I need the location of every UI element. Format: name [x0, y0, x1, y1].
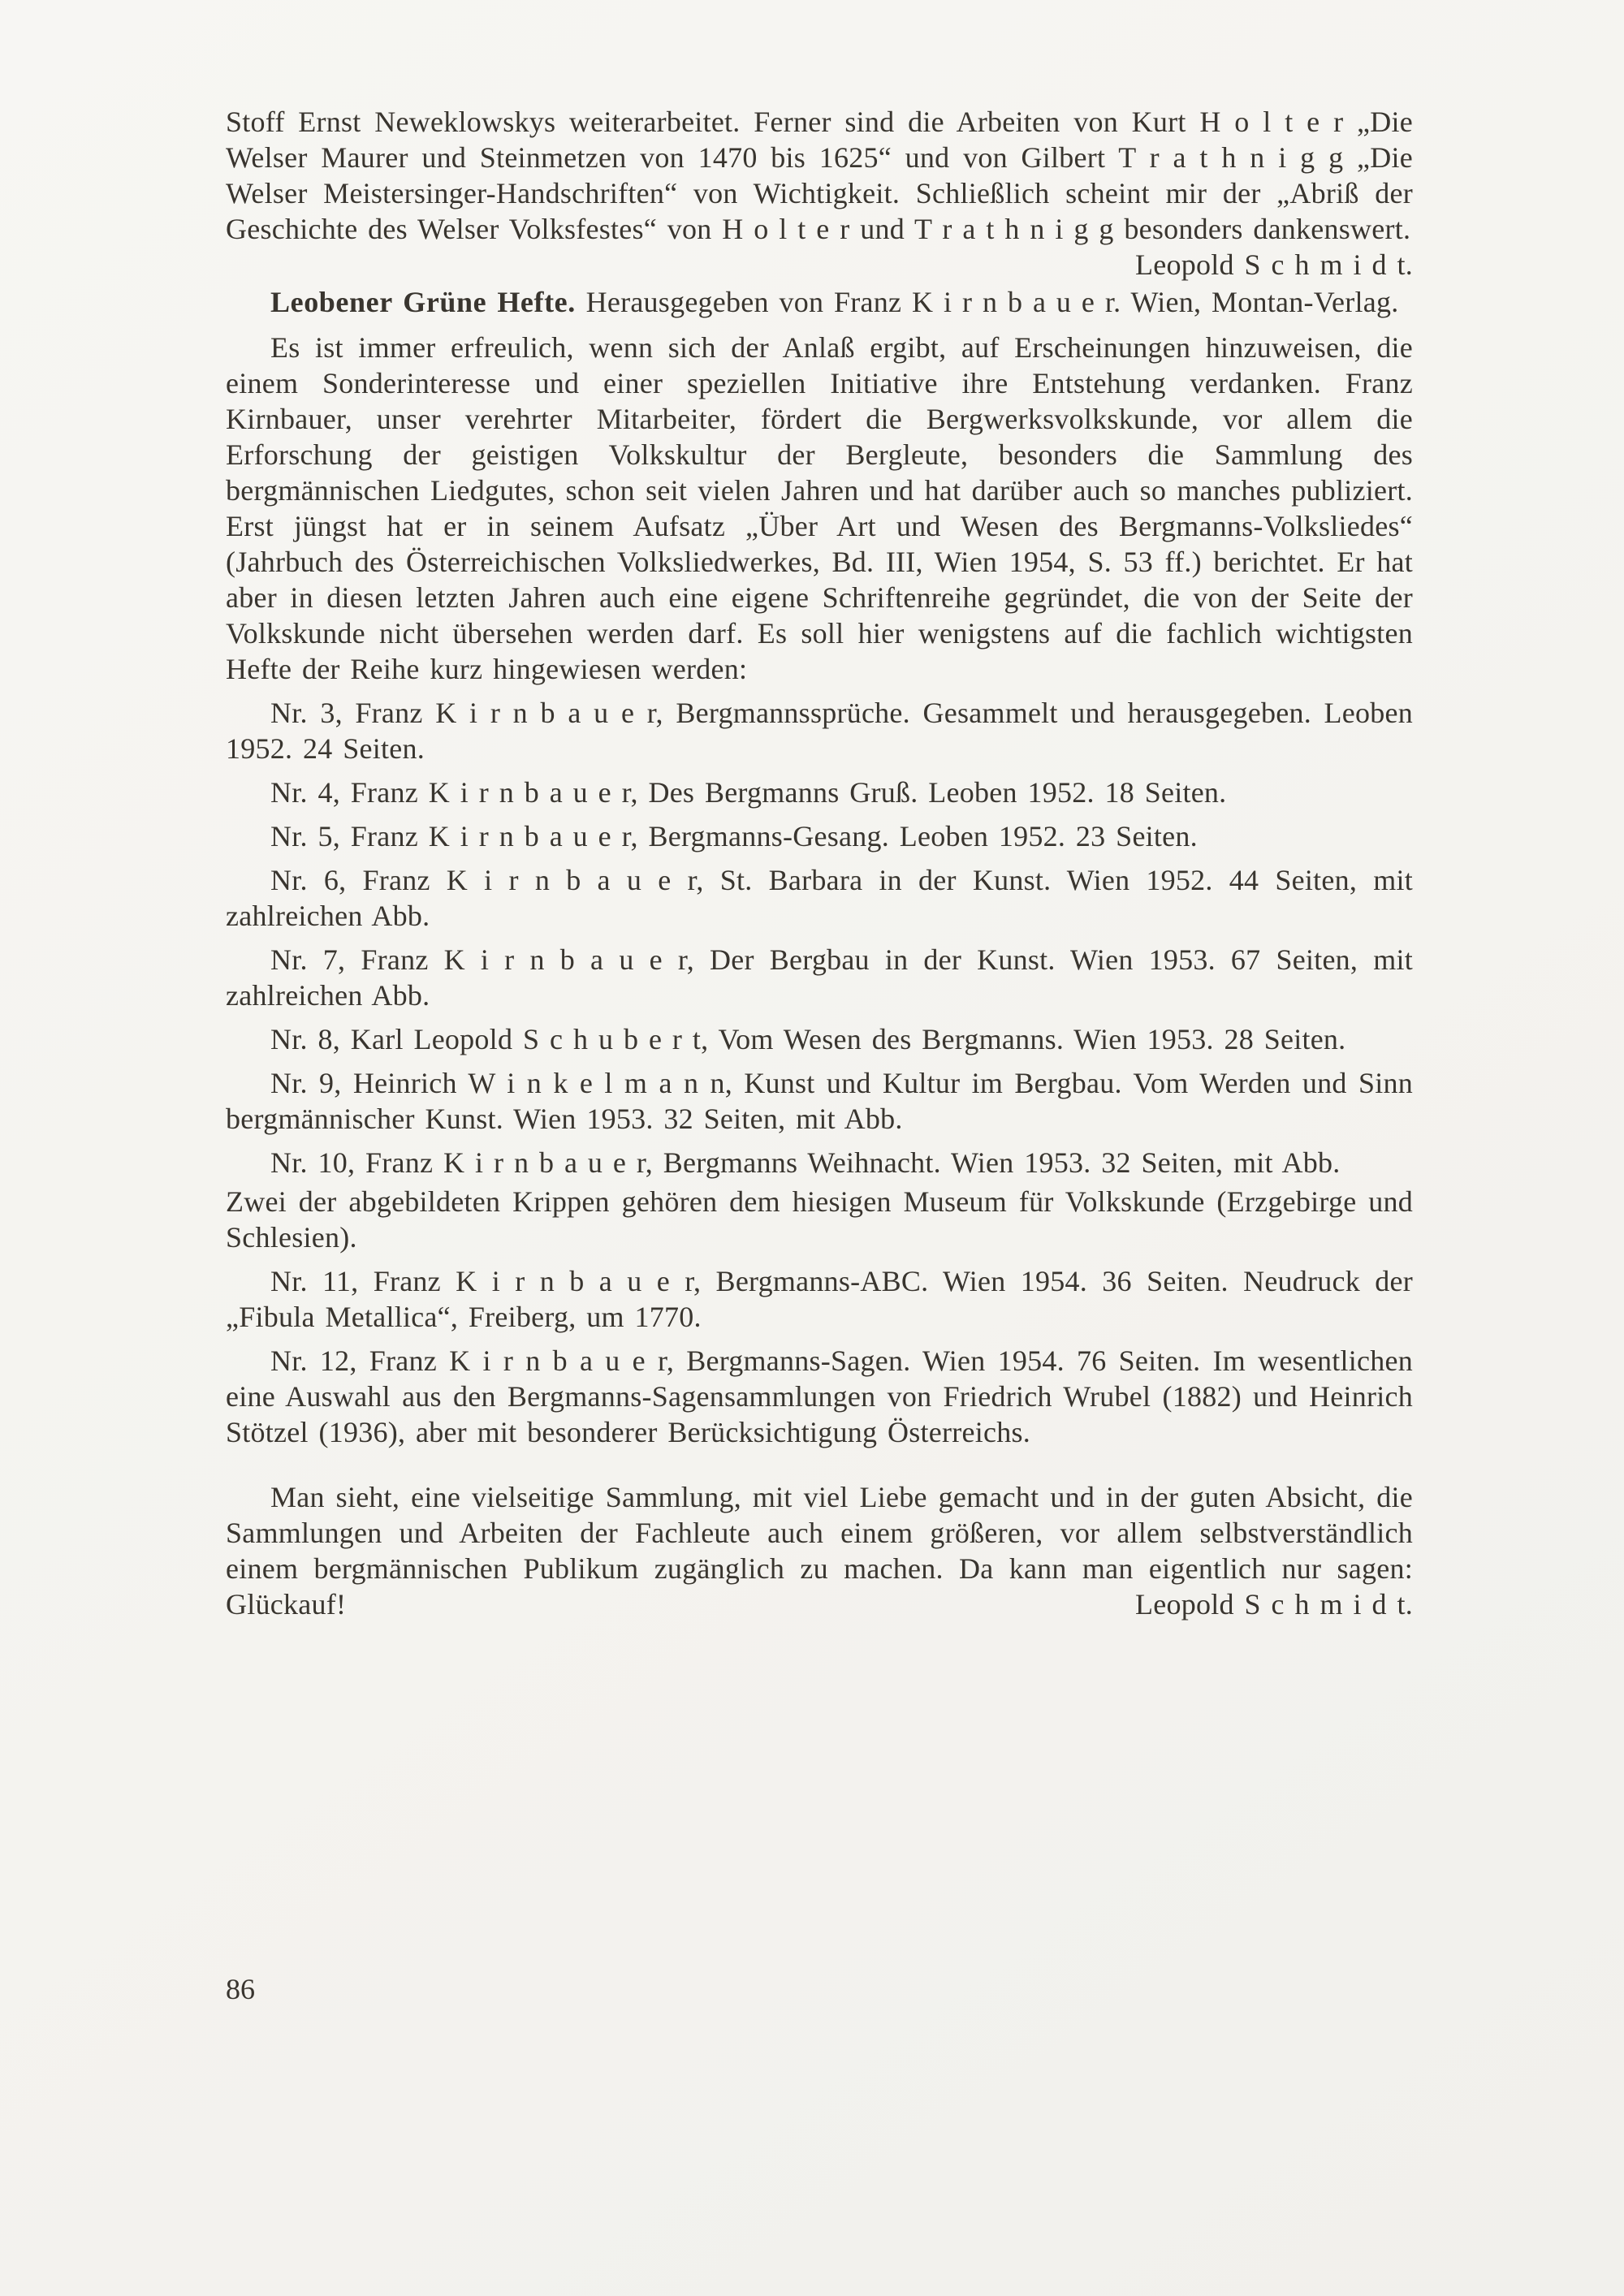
paragraph-text: Stoff Ernst Neweklowskys weiterarbeitet. Ferner sind die Arbeiten von Kurt H o l t e r „Die Welser Maurer und Steinmetzen von 1470 bis 1625“ und von Gilbert T r a t h n i g g „Die Welser Meistersinger-Handschriften“ von Wichtigkeit. Schließlich scheint mir der „Abriß der Geschichte des Welser Volksfestes“ von H o l t e r und T r a t h n i g g besonders dankenswert.: [226, 106, 1413, 245]
paragraph-text: Nr. 11, Franz K i r n b a u e r, Bergmanns-ABC. Wien 1954. 36 Seiten. Neudruck der „Fibula Metallica“, Freiberg, um 1770.: [226, 1265, 1413, 1333]
paragraph-lead: Leobener Grüne Hefte.: [270, 286, 576, 318]
paragraph-text: Man sieht, eine vielseitige Sammlung, mit viel Liebe gemacht und in der guten Absicht, die Sammlungen und Arbeiten der Fachleute auch einem größeren, vor allem selbstverständlich einem bergmännischen Publikum zugänglich zu machen. Da kann man eigentlich nur sagen: Glückauf!: [226, 1481, 1413, 1621]
paragraph-text: Nr. 12, Franz K i r n b a u e r, Bergmanns-Sagen. Wien 1954. 76 Seiten. Im wesentlichen eine Auswahl aus den Bergmanns-Sagensammlungen von Friedrich Wrubel (1882) und Heinrich Stötzel (1936), aber mit besonderer Berücksichtigung Österreichs.: [226, 1344, 1413, 1448]
paragraph-text: Nr. 7, Franz K i r n b a u e r, Der Bergbau in der Kunst. Wien 1953. 67 Seiten, mit zahlreichen Abb.: [226, 943, 1413, 1012]
paragraph-item: [226, 775, 1413, 810]
paragraph-item: [226, 1145, 1413, 1180]
paragraph-text: Nr. 6, Franz K i r n b a u e r, St. Barbara in der Kunst. Wien 1952. 44 Seiten, mit zahlreichen Abb.: [226, 864, 1413, 932]
page-number: 86: [226, 1973, 255, 2005]
paragraph-text: Nr. 4, Franz K i r n b a u e r, Des Bergmanns Gruß. Leoben 1952. 18 Seiten.: [270, 776, 1227, 809]
paragraph-text: Nr. 10, Franz K i r n b a u e r, Bergmanns Weihnacht. Wien 1953. 32 Seiten, mit Abb.: [270, 1146, 1341, 1179]
paragraph-text: Nr. 3, Franz K i r n b a u e r, Bergmannssprüche. Gesammelt und herausgegeben. Leoben 1952. 24 Seiten.: [226, 697, 1413, 765]
paragraph-text: Herausgegeben von Franz K i r n b a u e r. Wien, Montan-Verlag.: [585, 286, 1399, 318]
signature: Leopold S c h m i d t.: [1135, 1588, 1413, 1621]
text-block: [226, 104, 1413, 1622]
paragraph-item: [226, 862, 1413, 934]
paragraph-closing: [226, 1479, 1413, 1622]
paragraph-item: [226, 1021, 1413, 1057]
paragraph-text: Nr. 9, Heinrich W i n k e l m a n n, Kunst und Kultur im Bergbau. Vom Werden und Sinn bergmännischer Kunst. Wien 1953. 32 Seiten, mit Abb.: [226, 1067, 1413, 1135]
paragraph-text: Nr. 5, Franz K i r n b a u e r, Bergmanns-Gesang. Leoben 1952. 23 Seiten.: [270, 820, 1198, 852]
paragraph-item: [226, 695, 1413, 766]
paragraph-heading: [226, 284, 1413, 320]
paragraph-continuation: [226, 104, 1413, 281]
paragraph-body: [226, 330, 1413, 687]
paragraph-text: Zwei der abgebildeten Krippen gehören dem hiesigen Museum für Volkskunde (Erzgebirge und Schlesien).: [226, 1185, 1413, 1254]
paragraph-text: Es ist immer erfreulich, wenn sich der Anlaß ergibt, auf Erscheinungen hinzuweisen, die einem Sonderinteresse und einer speziellen Initiative ihre Entstehung verdanken. Franz Kirnbauer, unser verehrter Mitarbeiter, fördert die Bergwerksvolkskunde, vor allem die Erforschung der geistigen Volkskultur der Bergleute, besonders die Sammlung des bergmännischen Liedgutes, schon seit vielen Jahren und hat darüber auch so manches publiziert. Erst jüngst hat er in seinem Aufsatz „Über Art und Wesen des Bergmanns-Volksliedes“ (Jahrbuch des Österreichischen Volksliedwerkes, Bd. III, Wien 1954, S. 53 ff.) berichtet. Er hat aber in diesen letzten Jahren auch eine eigene Schriftenreihe gegründet, die von der Seite der Volkskunde nicht übersehen werden darf. Es soll hier wenigstens auf die fachlich wichtigsten Hefte der Reihe kurz hingewiesen werden:: [226, 331, 1413, 685]
paragraph-item: [226, 818, 1413, 854]
paragraph-item: [226, 1263, 1413, 1335]
signature: Leopold S c h m i d t.: [1135, 248, 1413, 281]
paragraph-item: [226, 1343, 1413, 1450]
paragraph-item: [226, 942, 1413, 1013]
paragraph-text: Nr. 8, Karl Leopold S c h u b e r t, Vom Wesen des Bergmanns. Wien 1953. 28 Seiten.: [270, 1023, 1346, 1055]
paragraph-item: [226, 1065, 1413, 1137]
paragraph-comment: [226, 1184, 1413, 1255]
